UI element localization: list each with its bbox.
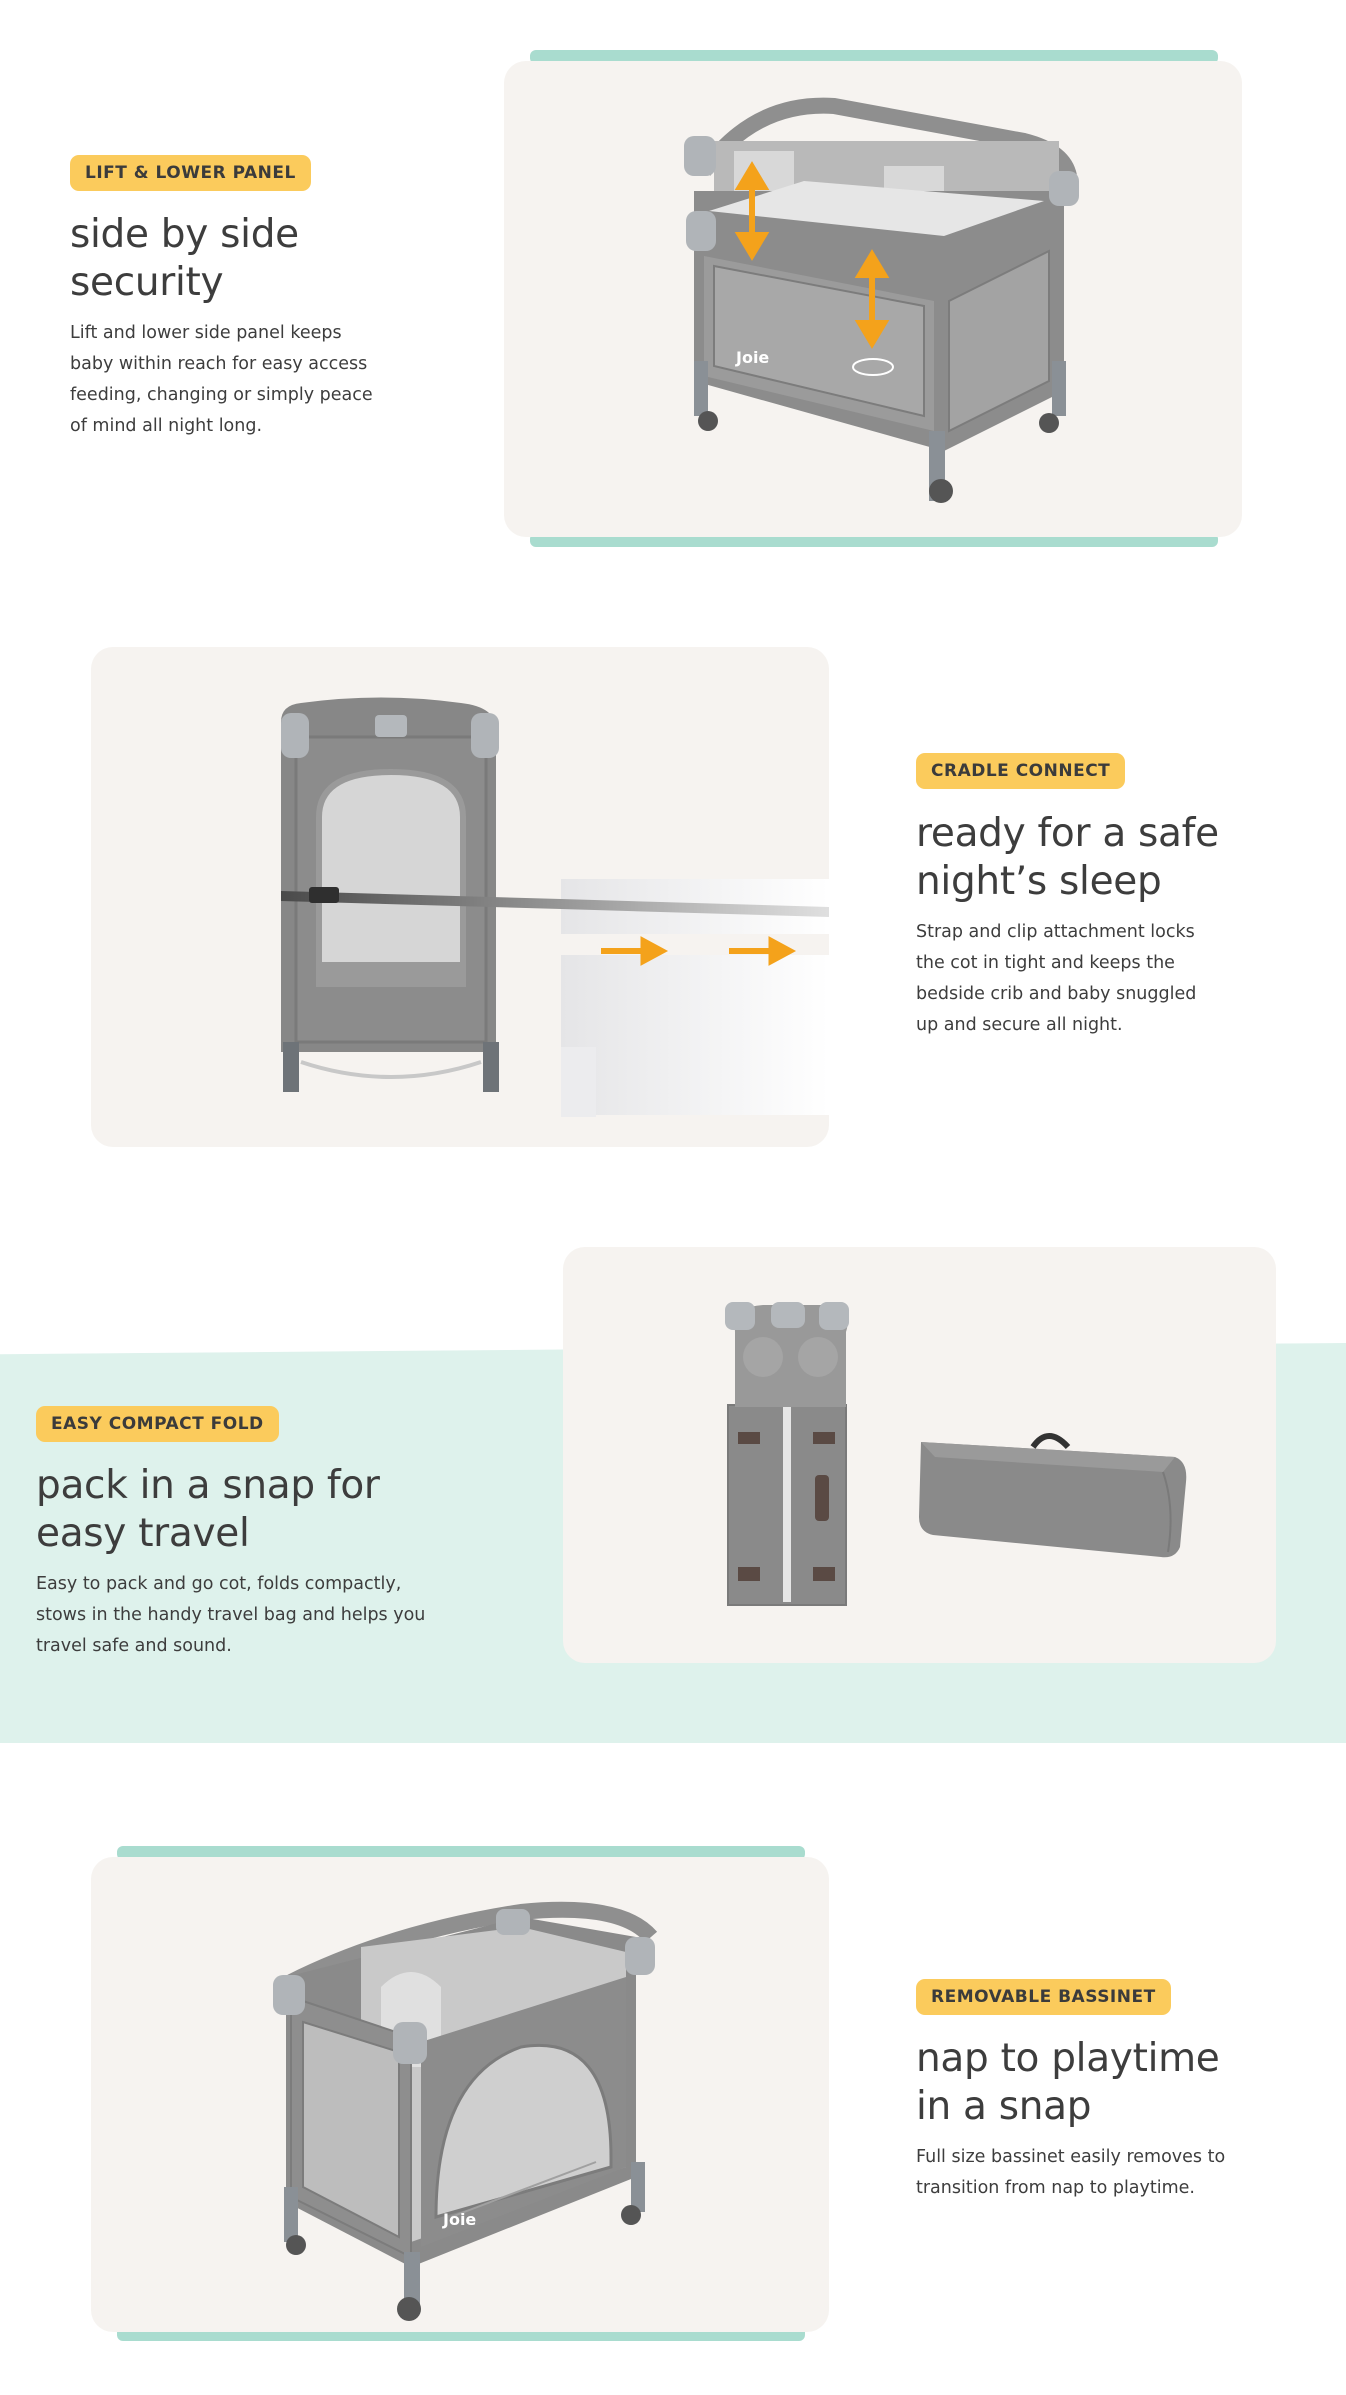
travel-cot-bassinet-icon bbox=[91, 1857, 829, 2332]
feature-description: Strap and clip attachment locks the cot in tight and keeps the bedside crib and baby snuggled up and secure all night. bbox=[916, 922, 1197, 1035]
feature-image-card bbox=[504, 61, 1242, 537]
feature-image-card bbox=[91, 1857, 829, 2332]
feature-heading: nap to playtime in a snap bbox=[916, 2036, 1220, 2129]
crib-strap-connect-icon bbox=[91, 647, 829, 1147]
bedside-crib-lift-panel-icon bbox=[504, 61, 1242, 537]
folded-cot-and-travel-bag-icon bbox=[563, 1247, 1276, 1663]
brand-logo: Joie bbox=[443, 2210, 477, 2229]
feature-badge: CRADLE CONNECT bbox=[916, 753, 1125, 789]
feature-description: Lift and lower side panel keeps baby within reach for easy access feeding, changing or simply peace of mind all night long. bbox=[70, 323, 373, 436]
feature-badge: EASY COMPACT FOLD bbox=[36, 1406, 279, 1442]
feature-badge: LIFT & LOWER PANEL bbox=[70, 155, 311, 191]
brand-logo: Joie bbox=[736, 348, 770, 367]
feature-description: Easy to pack and go cot, folds compactly, stows in the handy travel bag and helps you travel safe and sound. bbox=[36, 1574, 426, 1656]
feature-heading: pack in a snap for easy travel bbox=[36, 1463, 380, 1556]
feature-heading: side by side security bbox=[70, 212, 299, 305]
feature-image-card bbox=[563, 1247, 1276, 1663]
feature-description: Full size bassinet easily removes to transition from nap to playtime. bbox=[916, 2147, 1226, 2198]
feature-image-card bbox=[91, 647, 829, 1147]
feature-badge: REMOVABLE BASSINET bbox=[916, 1979, 1171, 2015]
feature-heading: ready for a safe night’s sleep bbox=[916, 811, 1219, 904]
